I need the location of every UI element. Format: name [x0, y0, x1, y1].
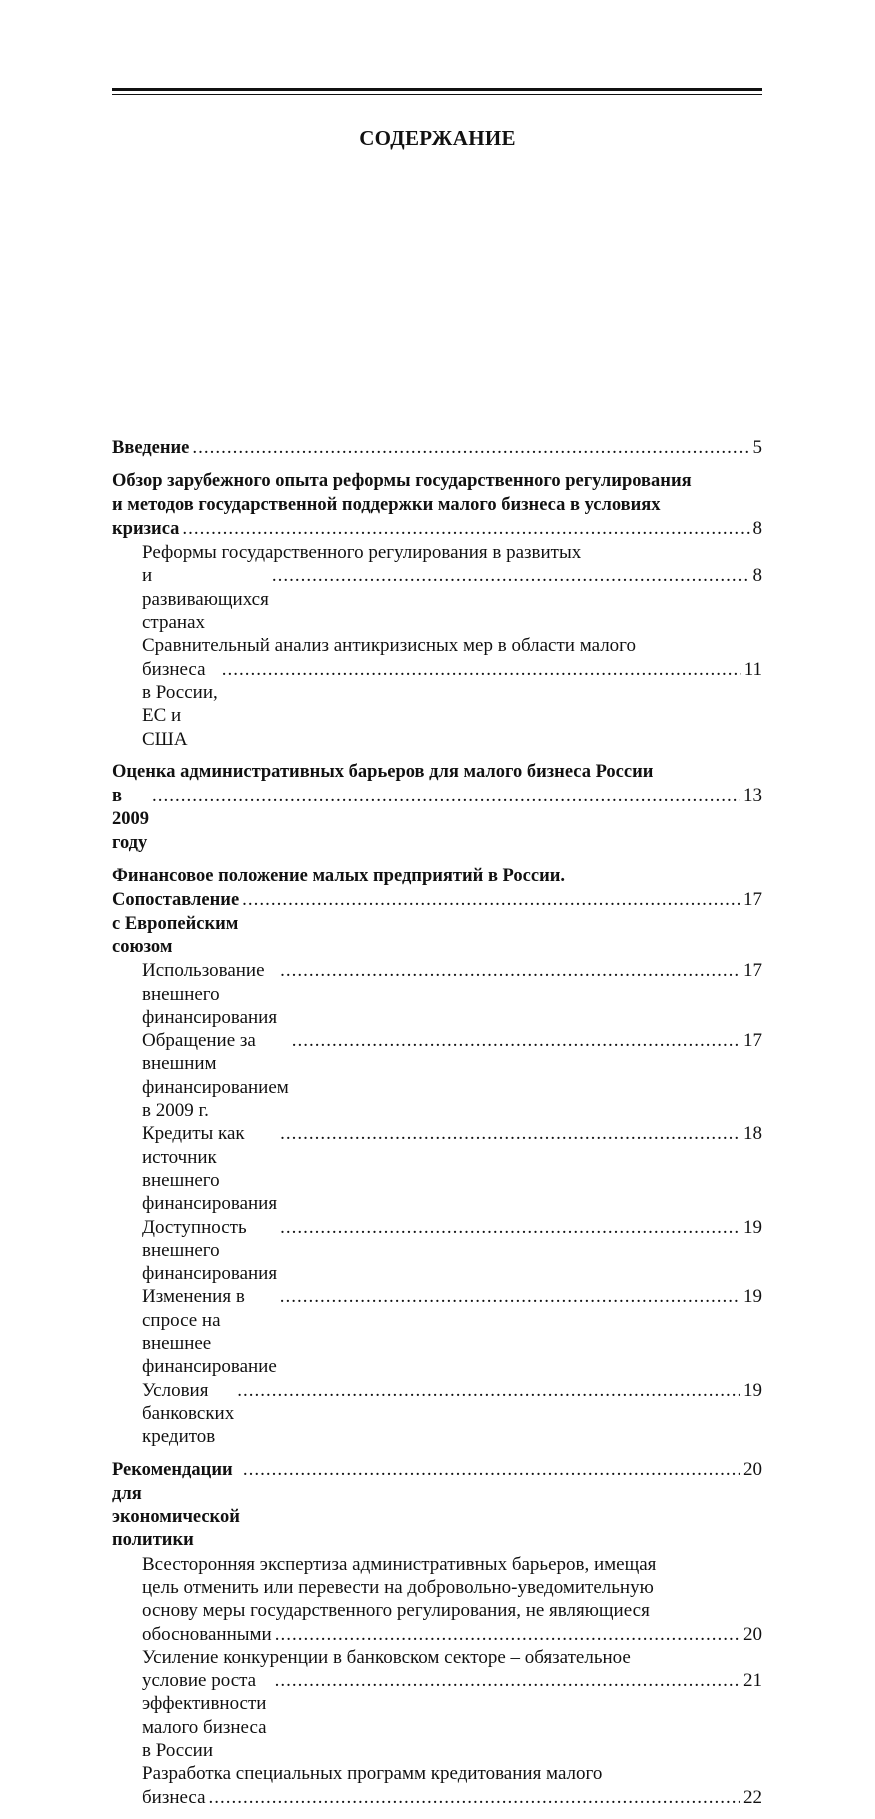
- toc-entry-line: основу меры государственного регулирования, не являющиеся: [142, 1600, 650, 1622]
- toc-entry[interactable]: [142, 1216, 762, 1286]
- toc-page-number: 19: [743, 1379, 762, 1401]
- toc-entry-line: Всесторонняя экспертиза административных барьеров, имещая: [142, 1553, 657, 1575]
- toc-entry-line: Оценка административных барьеров для малого бизнеса России: [112, 761, 654, 782]
- top-rule-thin: [112, 94, 762, 95]
- toc-entry[interactable]: [142, 1029, 762, 1122]
- toc-entry-title: Использование внешнего финансирования: [142, 960, 278, 1028]
- toc-entry[interactable]: [112, 517, 762, 541]
- toc-entry[interactable]: [112, 888, 762, 959]
- page-title: СОДЕРЖАНИЕ: [359, 126, 516, 150]
- toc-page-number: 17: [743, 960, 762, 982]
- toc-entry-title: условие роста эффективности малого бизнеса в России: [142, 1670, 267, 1762]
- toc-entry-line: Сравнительный анализ антикризисных мер в области малого: [142, 635, 636, 657]
- toc-entry[interactable]: [142, 1379, 762, 1449]
- dot-leader: [222, 658, 741, 681]
- toc-entry-title: и развивающихся странах: [142, 565, 269, 634]
- toc-entry[interactable]: [112, 436, 762, 460]
- toc-entry-title: Рекомендации для экономической политики: [112, 1460, 240, 1551]
- toc-entry-line: Финансовое положение малых предприятий в России.: [112, 866, 566, 887]
- toc-page-number: 19: [743, 1286, 762, 1308]
- toc-entry-line: Усиление конкуренции в банковском секторе – обязательное: [142, 1646, 631, 1668]
- toc-entry-title: в 2009 году: [112, 786, 149, 853]
- dot-leader: [280, 1216, 740, 1239]
- toc-entry-line: цель отменить или перевести на добровольно-уведомительную: [142, 1576, 654, 1598]
- toc-entry[interactable]: [142, 1623, 762, 1646]
- dot-leader: [280, 1285, 740, 1308]
- toc-entry[interactable]: [142, 1669, 762, 1762]
- dot-leader: [275, 1669, 740, 1692]
- toc-entry-title: Кредиты как источник внешнего финансирования: [142, 1123, 278, 1215]
- toc-entry[interactable]: [142, 1122, 762, 1215]
- toc-page-number: 8: [752, 517, 762, 539]
- toc-entry[interactable]: [112, 1458, 762, 1552]
- toc-subsection: [112, 1762, 762, 1809]
- dot-leader: [242, 888, 740, 911]
- toc-entry[interactable]: [112, 784, 762, 855]
- toc-subsection: [112, 1553, 762, 1646]
- toc-chapter-2: [112, 761, 762, 855]
- toc-entry-title: Условия банковских кредитов: [142, 1379, 235, 1448]
- toc-page-number: 11: [743, 658, 762, 680]
- dot-leader: [182, 517, 749, 540]
- toc-page-number: 19: [743, 1216, 762, 1238]
- toc-entry[interactable]: [142, 658, 762, 751]
- toc-entry-title: Сопоставление с Европейским союзом: [112, 890, 240, 957]
- toc-entry-line: Обзор зарубежного опыта реформы государственного регулирования: [112, 471, 692, 492]
- dot-leader: [152, 784, 740, 807]
- dot-leader: [272, 564, 750, 587]
- toc-entry-title: Изменения в спросе на внешнее финансирование: [142, 1286, 277, 1378]
- toc-page-number: 20: [743, 1459, 762, 1481]
- toc-page-number: 20: [743, 1623, 762, 1645]
- toc-chapter-4: [112, 1458, 762, 1808]
- dot-leader: [280, 959, 740, 982]
- toc-entry[interactable]: [142, 1285, 762, 1378]
- toc-entry[interactable]: [142, 959, 762, 1029]
- toc-entry-title: кризиса: [112, 518, 180, 539]
- dot-leader: [209, 1786, 740, 1809]
- toc-entry-title: Введение: [112, 438, 190, 458]
- toc-entry-line: Разработка специальных программ кредитования малого: [142, 1763, 603, 1785]
- toc-entry-line: Реформы государственного регулирования в развитых: [142, 542, 582, 564]
- dot-leader: [243, 1458, 740, 1481]
- toc-subsection: [112, 634, 762, 750]
- toc-page-number: 17: [743, 889, 762, 911]
- dot-leader: [237, 1379, 740, 1402]
- dot-leader: [275, 1623, 740, 1646]
- toc-subsection: [112, 959, 762, 1448]
- toc-subsection: [112, 541, 762, 634]
- dot-leader: [192, 436, 749, 459]
- toc-entry[interactable]: [142, 564, 762, 634]
- toc-page-number: 22: [743, 1786, 762, 1808]
- toc-page-number: 17: [743, 1030, 762, 1052]
- toc-page-number: 8: [752, 565, 762, 587]
- toc-page-number: 18: [743, 1123, 762, 1145]
- top-rule-thick: [112, 88, 762, 91]
- toc-page-number: 5: [752, 437, 762, 458]
- table-of-contents: [112, 436, 762, 1819]
- toc-chapter-3: [112, 865, 762, 1448]
- toc-entry-title: бизнеса: [142, 1786, 206, 1808]
- dot-leader: [292, 1029, 740, 1052]
- toc-subsection: [112, 1646, 762, 1762]
- toc-entry-title: обоснованными: [142, 1623, 272, 1645]
- toc-entry[interactable]: [142, 1786, 762, 1809]
- toc-entry-title: Доступность внешнего финансирования: [142, 1216, 278, 1285]
- toc-entry-line: и методов государственной поддержки малого бизнеса в условиях: [112, 494, 661, 515]
- dot-leader: [280, 1122, 740, 1145]
- toc-entry-title: Обращение за внешним финансированием в 2009 г.: [142, 1030, 289, 1122]
- toc-page-number: 21: [743, 1670, 762, 1692]
- toc-page-number: 13: [743, 785, 762, 807]
- toc-chapter-intro: [112, 436, 762, 460]
- toc-chapter-1: [112, 470, 762, 751]
- toc-entry-title: бизнеса в России, ЕС и США: [142, 658, 218, 750]
